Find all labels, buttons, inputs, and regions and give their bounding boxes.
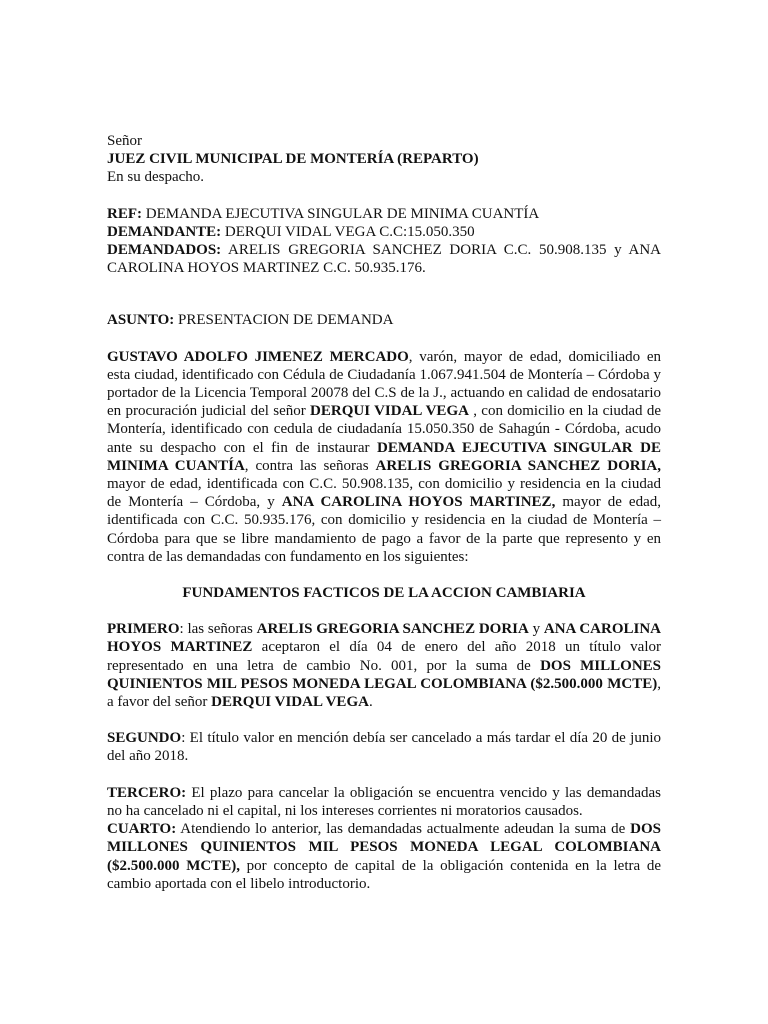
intro-s5: DEMANDA EJECUTIVA SINGULAR DE MINIMA CUANTÍA (107, 439, 661, 474)
demandados-value: ARELIS GREGORIA SANCHEZ DORIA C.C. 50.908.135 y ANA CAROLINA HOYOS MARTINEZ C.C. 50.935.176. (107, 242, 661, 277)
segundo-s2: : El título valor en mención debía ser cancelado a más tardar el día 20 de junio del año 2018. (107, 730, 661, 765)
primero-s9: DERQUI VIDAL VEGA (211, 694, 369, 711)
asunto-label: ASUNTO: (107, 312, 175, 329)
tercero-s1: TERCERO: (107, 784, 187, 801)
primero-s4: y (528, 621, 544, 638)
intro-s8: mayor de edad, identificada con C.C. 50.908.135, con domicilio y residencia en la ciudad de Montería – Córdoba, y (107, 476, 661, 511)
salutation: Señor (107, 133, 142, 149)
intro-s7: ARELIS GREGORIA SANCHEZ DORIA, (375, 457, 661, 474)
section-title (107, 584, 661, 602)
primero-s7: DOS MILLONES QUINIENTOS MIL PESOS MONEDA LEGAL COLOMBIANA ($2.500.000 MCTE) (107, 657, 661, 692)
intro-s1: GUSTAVO ADOLFO JIMENEZ MERCADO (107, 348, 409, 365)
segundo-paragraph (107, 729, 661, 765)
demandante-line (107, 223, 661, 241)
demandados-label: DEMANDADOS: (107, 242, 222, 259)
ref-line (107, 205, 661, 223)
intro-s4: , con domicilio en la ciudad de Montería, identificado con cedula de ciudadanía 15.050.350 de Sahagún - Córdoba, acudo ante su despacho con el fin de instaurar (107, 403, 662, 456)
primero-s10: . (368, 694, 373, 711)
primero-paragraph (107, 620, 661, 711)
primero-s6: aceptaron el día 04 de enero del año 2018 un título valor representado en una letra de cambio No. 001, por la suma de (107, 639, 661, 674)
asunto-value: PRESENTACION DE DEMANDA (174, 312, 394, 329)
primero-s8: , a favor del señor (107, 675, 661, 711)
addressee (107, 150, 661, 168)
demandante-label: DEMANDANTE: (107, 223, 222, 240)
ref-label: REF: (107, 205, 142, 222)
asunto-line (107, 311, 661, 329)
cuarto-s4: por concepto de capital de la obligación contenida en la letra de cambio aportada con el libelo introductorio. (107, 857, 661, 892)
cuarto-s3: DOS MILLONES QUINIENTOS MIL PESOS MONEDA LEGAL COLOMBIANA ($2.500.000 MCTE), (107, 821, 661, 874)
primero-s2: : las señoras (179, 621, 257, 638)
demandante-value: DERQUI VIDAL VEGA C.C:15.050.350 (221, 223, 475, 240)
intro-s9: ANA CAROLINA HOYOS MARTINEZ, (281, 494, 556, 511)
intro-s2: , varón, mayor de edad, domiciliado en esta ciudad, identificado con Cédula de Ciudadanía 1.067.941.504 de Montería – Córdoba y portador de la Licencia Temporal 20078 del C.S de la J., actuando en calidad de endosatario en procuración judicial del señor (107, 348, 661, 420)
demandados-line (107, 241, 661, 277)
cuarto-s2: Atendiendo lo anterior, las demandadas actualmente adeudan la suma de (176, 821, 631, 838)
tercero-s2: El plazo para cancelar la obligación se encuentra vencido y las demandadas no ha cancelado ni el capital, ni los intereses corrientes ni moratorios causados. (107, 784, 661, 819)
section-title-text: FUNDAMENTOS FACTICOS DE LA ACCION CAMBIARIA (182, 585, 586, 602)
cuarto-s1: CUARTO: (107, 821, 177, 838)
intro-s3: DERQUI VIDAL VEGA (310, 403, 469, 420)
addressee-text: JUEZ CIVIL MUNICIPAL DE MONTERÍA (REPARTO) (107, 151, 479, 168)
cuarto-paragraph (107, 820, 661, 893)
primero-s1: PRIMERO (107, 621, 180, 638)
intro-s6: , contra las señoras (244, 457, 376, 474)
ref-value: DEMANDA EJECUTIVA SINGULAR DE MINIMA CUANTÍA (142, 205, 540, 222)
segundo-s1: SEGUNDO (107, 730, 182, 747)
primero-s3: ARELIS GREGORIA SANCHEZ DORIA (256, 621, 529, 638)
intro-s10: mayor de edad, identificada con C.C. 50.935.176, con domicilio y residencia en la ciudad de Montería – Córdoba para que se libre mandamiento de pago a favor de la parte que represento y en contra de las demandadas con fundamento en los siguientes: (107, 494, 661, 565)
intro-paragraph (107, 348, 661, 566)
primero-s5: ANA CAROLINA HOYOS MARTINEZ (107, 621, 662, 656)
closing: En su despacho. (107, 169, 205, 186)
tercero-paragraph (107, 784, 661, 820)
